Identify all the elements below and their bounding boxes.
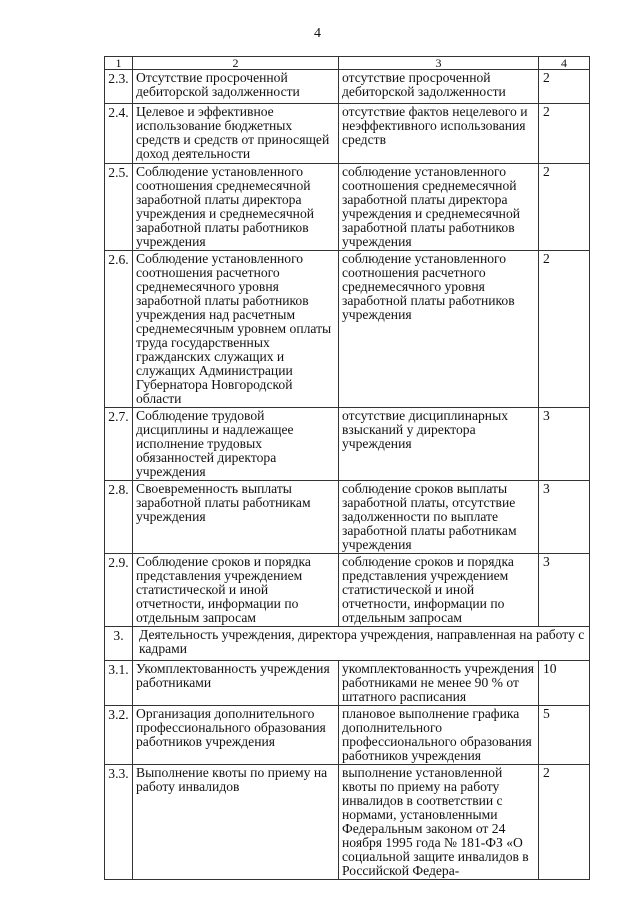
table-row: [105, 104, 590, 164]
points-cell: 2: [539, 104, 590, 164]
criterion-cell: соблюдение установленного соотношения среднемесячной заработной платы директора учреждения и среднемесячной заработной платы работников учреждения: [339, 164, 539, 251]
row-number: 3.3.: [105, 765, 133, 880]
column-header: 3: [339, 57, 539, 70]
criterion-cell: отсутствие фактов нецелевого и неэффективного использования средств: [339, 104, 539, 164]
table-row: [105, 554, 590, 627]
row-number: 2.7.: [105, 408, 133, 481]
points-cell: 2: [539, 164, 590, 251]
indicator-cell: Соблюдение установленного соотношения расчетного среднемесячного уровня заработной платы работников учреждения над расчетным среднемесячным уровнем оплаты труда государственных гражданских служащих и служащих Администрации Губернатора Новгородской области: [133, 251, 339, 408]
column-header: 1: [105, 57, 133, 70]
column-header: 4: [539, 57, 590, 70]
table-row: [105, 706, 590, 765]
indicator-cell: Выполнение квоты по приему на работу инвалидов: [133, 765, 339, 880]
row-number: 2.6.: [105, 251, 133, 408]
column-header: 2: [133, 57, 339, 70]
indicator-cell: Своевременность выплаты заработной платы работникам учреждения: [133, 481, 339, 554]
row-number: 3.1.: [105, 661, 133, 706]
section-row: [105, 627, 590, 661]
indicator-cell: Организация дополнительного профессионального образования работников учреждения: [133, 706, 339, 765]
indicator-cell: Целевое и эффективное использование бюджетных средств и средств от приносящей доход деятельности: [133, 104, 339, 164]
criterion-cell: соблюдение сроков и порядка представления учреждением статистической и иной отчетности, информации по отдельным запросам: [339, 554, 539, 627]
table-header-row: [105, 57, 590, 70]
table-row: [105, 408, 590, 481]
table-row: [105, 765, 590, 880]
points-cell: 2: [539, 70, 590, 104]
row-number: 2.5.: [105, 164, 133, 251]
table-row: [105, 251, 590, 408]
criteria-table: [104, 56, 590, 880]
criterion-cell: выполнение установленной квоты по приему на работу инвалидов в соответствии с нормами, установленными Федеральным законом от 24 ноября 1995 года № 181-ФЗ «О социальной защите инвалидов в Российской Федера-: [339, 765, 539, 880]
indicator-cell: Соблюдение установленного соотношения среднемесячной заработной платы директора учреждения и среднемесячной заработной платы работников учреждения: [133, 164, 339, 251]
criterion-cell: плановое выполнение графика дополнительного профессионального образования работников учреждения: [339, 706, 539, 765]
points-cell: 3: [539, 481, 590, 554]
row-number: 3.2.: [105, 706, 133, 765]
criterion-cell: укомплектованность учреждения работниками не менее 90 % от штатного расписания: [339, 661, 539, 706]
points-cell: 10: [539, 661, 590, 706]
section-number: 3.: [105, 627, 133, 661]
section-title: Деятельность учреждения, директора учреждения, направленная на работу с кадрами: [133, 627, 590, 661]
table-row: [105, 481, 590, 554]
indicator-cell: Укомплектованность учреждения работниками: [133, 661, 339, 706]
points-cell: 5: [539, 706, 590, 765]
points-cell: 3: [539, 408, 590, 481]
criterion-cell: отсутствие просроченной дебиторской задолженности: [339, 70, 539, 104]
indicator-cell: Соблюдение трудовой дисциплины и надлежащее исполнение трудовых обязанностей директора учреждения: [133, 408, 339, 481]
criterion-cell: соблюдение сроков выплаты заработной платы, отсутствие задолженности по выплате заработной платы работникам учреждения: [339, 481, 539, 554]
row-number: 2.9.: [105, 554, 133, 627]
indicator-cell: Отсутствие просроченной дебиторской задолженности: [133, 70, 339, 104]
table-row: [105, 661, 590, 706]
indicator-cell: Соблюдение сроков и порядка представления учреждением статистической и иной отчетности, информации по отдельным запросам: [133, 554, 339, 627]
row-number: 2.4.: [105, 104, 133, 164]
row-number: 2.3.: [105, 70, 133, 104]
criterion-cell: соблюдение установленного соотношения расчетного среднемесячного уровня заработной платы работников учреждения: [339, 251, 539, 408]
points-cell: 3: [539, 554, 590, 627]
table-row: [105, 70, 590, 104]
points-cell: 2: [539, 765, 590, 880]
points-cell: 2: [539, 251, 590, 408]
row-number: 2.8.: [105, 481, 133, 554]
page-number: 4: [314, 26, 321, 41]
criterion-cell: отсутствие дисциплинарных взысканий у директора учреждения: [339, 408, 539, 481]
table-row: [105, 164, 590, 251]
